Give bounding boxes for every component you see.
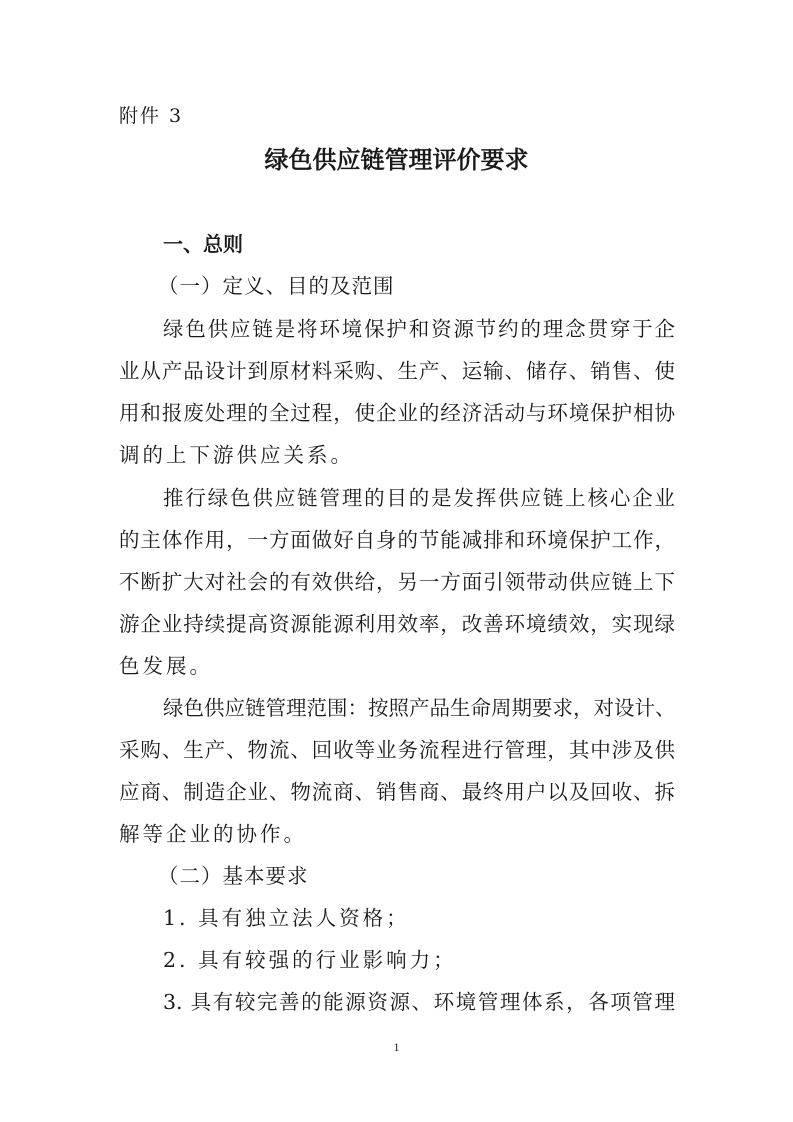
paragraph-3-line-3: 应商、制造企业、物流商、销售商、最终用户以及回收、拆 <box>119 780 675 804</box>
page-number: 1 <box>393 1040 400 1054</box>
paragraph-2-line-5: 色发展。 <box>119 654 213 678</box>
subheading-definition-purpose-scope: （一）定义、目的及范围 <box>158 274 395 298</box>
requirement-item-3: 3. 具有较完善的能源资源、环境管理体系，各项管理 <box>163 990 675 1014</box>
paragraph-1-line-1: 绿色供应链是将环境保护和资源节约的理念贯穿于企 <box>163 317 675 341</box>
paragraph-3-line-1: 绿色供应链管理范围：按照产品生命周期要求，对设计、 <box>163 696 676 720</box>
paragraph-1-line-4: 调的上下游供应关系。 <box>119 443 354 467</box>
subheading-basic-requirements: （二）基本要求 <box>158 864 309 888</box>
requirement-item-1: 1. 具有独立法人资格； <box>163 906 410 930</box>
paragraph-2-line-4: 游企业持续提高资源能源利用效率，改善环境绩效，实现绿 <box>119 612 675 636</box>
document-title: 绿色供应链管理评价要求 <box>264 145 529 174</box>
section-heading-general: 一、总则 <box>163 232 243 256</box>
paragraph-3-line-2: 采购、生产、物流、回收等业务流程进行管理，其中涉及供 <box>119 738 675 762</box>
paragraph-2-line-1: 推行绿色供应链管理的目的是发挥供应链上核心企业 <box>163 486 675 510</box>
requirement-item-2: 2. 具有较强的行业影响力； <box>163 948 457 972</box>
attachment-label: 附件 3 <box>119 105 184 127</box>
paragraph-1-line-3: 用和报废处理的全过程，使企业的经济活动与环境保护相协 <box>119 401 675 425</box>
paragraph-1-line-2: 业从产品设计到原材料采购、生产、运输、储存、销售、使 <box>119 359 675 383</box>
paragraph-3-line-4: 解等企业的协作。 <box>119 822 307 846</box>
paragraph-2-line-2: 的主体作用，一方面做好自身的节能减排和环境保护工作， <box>119 528 675 552</box>
paragraph-2-line-3: 不断扩大对社会的有效供给，另一方面引领带动供应链上下 <box>119 570 675 594</box>
